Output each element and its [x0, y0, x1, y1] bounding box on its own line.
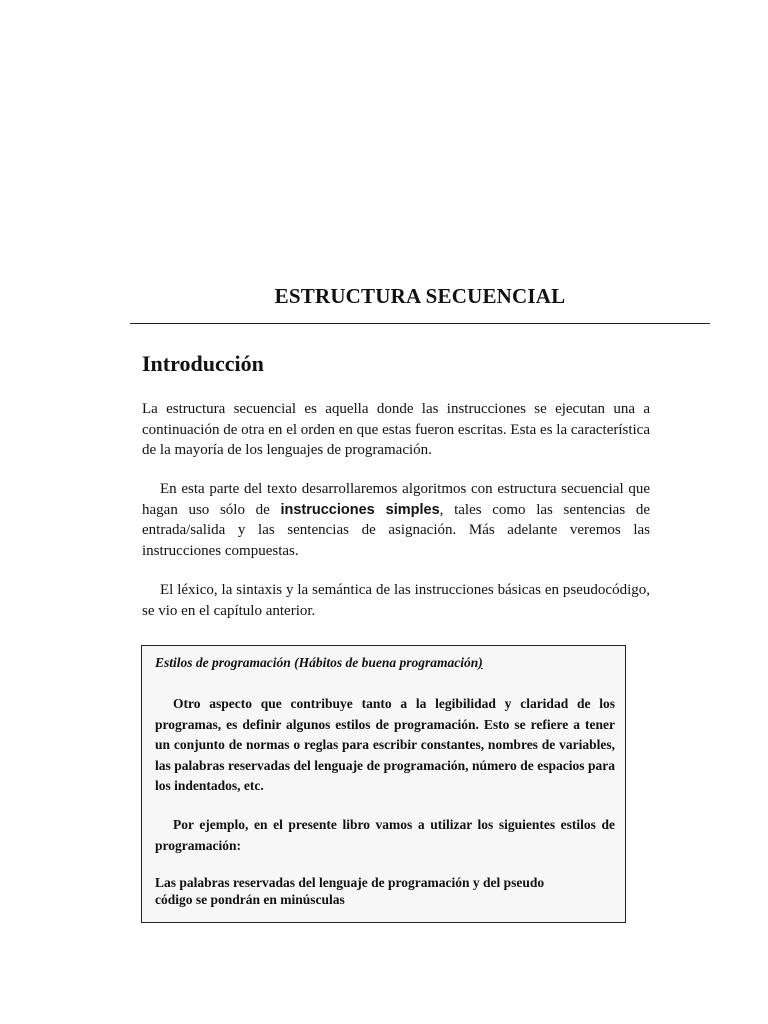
intro-paragraph-3: El léxico, la sintaxis y la semántica de las instrucciones básicas en pseudocódigo, se vio en el capítulo anterior. — [142, 582, 650, 619]
box-paragraph-1: Otro aspecto que contribuye tanto a la legibilidad y claridad de los programas, es definir algunos estilos de programación. Esto se refiere a tener un conjunto de normas o reglas para escribir constantes, nombres de variables, las palabras reservadas del lenguaje de programación, número de espacios para los indentados, etc. — [155, 696, 615, 793]
intro-paragraph-1: La estructura secuencial es aquella donde las instrucciones se ejecutan una a continuación de otra en el orden en que estas fueron escritas. Esta es la característica de la mayoría de los lenguajes de programación. — [142, 401, 650, 458]
box-paragraph-2: Por ejemplo, en el presente libro vamos a utilizar los siguientes estilos de programación: — [155, 817, 615, 853]
paragraph-text: , tales como las sentencias de entrada/salida y las sentencias de asignación. Más adelante veremos las instrucciones compuestas. — [142, 501, 650, 559]
section-heading: Introducción — [142, 351, 264, 376]
programming-styles-box — [141, 645, 626, 923]
box-paragraph-3-line-2: código se pondrán en minúsculas — [155, 892, 345, 907]
box-title-text: Estilos de programación (Hábitos de buena programación — [155, 655, 479, 670]
box-paragraph-3-line-1: Las palabras reservadas del lenguaje de programación y del pseudo — [155, 875, 545, 890]
intro-paragraph-2 — [142, 479, 650, 561]
title-divider — [130, 323, 710, 324]
box-title — [155, 655, 483, 671]
chapter-title: ESTRUCTURA SECUENCIAL — [274, 284, 566, 308]
box-paragraph-3 — [155, 874, 615, 908]
box-title-closing: ) — [478, 655, 483, 670]
paragraph-text: En esta parte del texto desarrollaremos algoritmos con estructura secuencial que hagan uso sólo de — [142, 481, 650, 518]
emphasis-text: instrucciones simples — [280, 501, 440, 518]
